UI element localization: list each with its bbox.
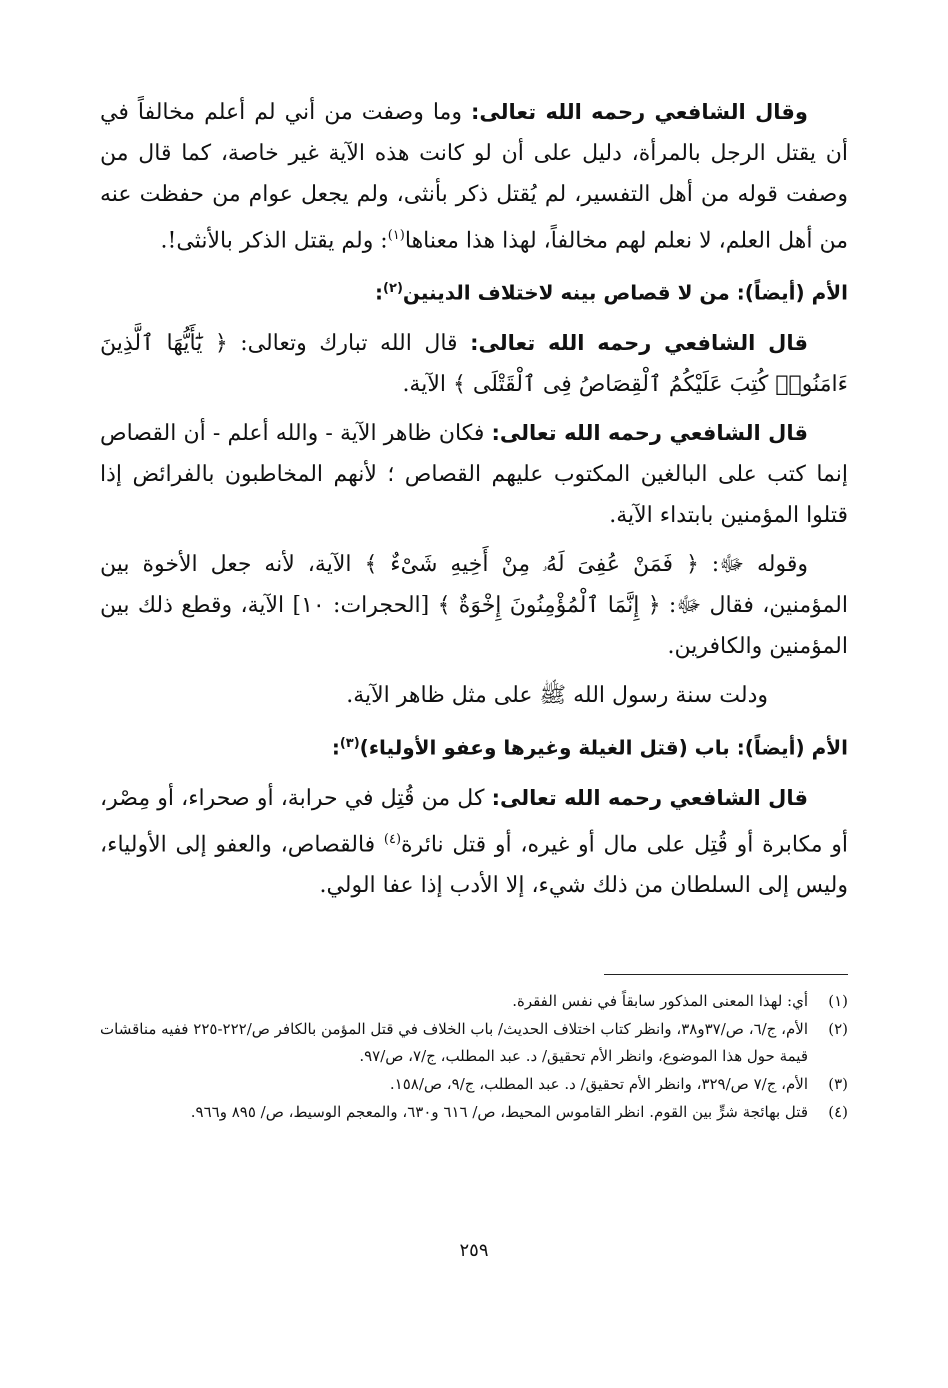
footnote-ref-3[interactable]: (٣) bbox=[339, 735, 360, 751]
footnote-1 bbox=[100, 988, 848, 1015]
footnote-2 bbox=[100, 1016, 848, 1070]
footnote-text: قتل بهائجة شرٍّ بين القوم. انظر القاموس المحيط، ص/ ٦١٦ و٦٣٠، والمعجم الوسيط، ص/ ٨٩٥ و٩٦٦. bbox=[190, 1103, 808, 1121]
paragraph-lead: وقال الشافعي رحمه الله تعالى: bbox=[470, 100, 808, 124]
footnote-text: الأم، ج/٧ ص/٣٢٩، وانظر الأم تحقيق/ د. عبد المطلب، ج/٩، ص/١٥٨. bbox=[389, 1075, 808, 1093]
paragraph-2 bbox=[100, 323, 848, 405]
paragraph-1 bbox=[100, 92, 848, 261]
section-heading-1 bbox=[100, 269, 848, 313]
footnotes bbox=[100, 988, 848, 1127]
footnote-ref-4[interactable]: (٤) bbox=[383, 831, 402, 847]
paragraph-text: ودلت سنة رسول الله ﷺ على مثل ظاهر الآية. bbox=[346, 682, 768, 708]
paragraph-text: قال الله تبارك وتعالى: ﴿ يَٰٓأَيُّهَا ٱلَّذِينَ ءَامَنُوا۟ كُتِبَ عَلَيْكُمُ ٱلْقِصَاصُ فِى ٱلْقَتْلَى ﴾ الآية. bbox=[100, 330, 848, 397]
footnote-4 bbox=[100, 1099, 848, 1126]
footnote-ref-1[interactable]: (١) bbox=[387, 228, 405, 243]
footnote-ref-2[interactable]: (٢) bbox=[383, 281, 403, 297]
heading-text: الأم (أيضاً): من لا قصاص بينه لاختلاف الدينين bbox=[402, 280, 848, 305]
paragraph-text: وقوله ﷻ: ﴿ فَمَنْ عُفِىَ لَهُۥ مِنْ أَخِيهِ شَىْءٌ ﴾ الآية، لأنه جعل الأخوة بين المؤمنين، فقال ﷻ: ﴿ إِنَّمَا ٱلْمُؤْمِنُونَ إِخْوَةٌ ﴾ [الحجرات: ١٠] الآية، وقطع ذلك بين المؤمنين والكافرين. bbox=[100, 551, 849, 659]
main-text bbox=[100, 92, 848, 914]
paragraph-text: وما وصفت من أني لم أعلم مخالفاً في أن يقتل الرجل بالمرأة، دليل على أن لو كانت هذه الآية غير خاصة، كما قال من وصفت قوله من أهل التفسير، لم يُقتل ذكر بأنثى، ولم يجعل عوام من حفظت عنه من أهل العلم، لا نعلم لهم مخالفاً، لهذا هذا معناها bbox=[100, 100, 848, 254]
footnote-number: (٤) bbox=[828, 1103, 848, 1121]
heading-text: الأم (أيضاً): باب (قتل الغيلة وغيرها وعفو الأولياء) bbox=[359, 735, 848, 760]
paragraph-tail: : ولم يقتل الذكر بالأنثى!. bbox=[160, 228, 388, 254]
heading-tail: : bbox=[331, 735, 340, 760]
paragraph-5 bbox=[100, 675, 848, 716]
paragraph-lead: قال الشافعي رحمه الله تعالى: bbox=[491, 420, 808, 445]
paragraph-text: كل من قُتِل في حرابة، أو صحراء، أو مِصْر، أو مكابرة أو قُتِل على مال أو غيره، أو قتل نائرة bbox=[100, 785, 848, 857]
footnote-number: (٢) bbox=[828, 1020, 848, 1038]
paragraph-tail: فالقصاص، والعفو إلى الأولياء، وليس إلى السلطان من ذلك شيء، إلا الأدب إذا عفا الولي. bbox=[100, 831, 848, 898]
footnote-text: الأم، ج/٦، ص/٣٧و٣٨، وانظر كتاب اختلاف الحديث/ باب الخلاف في قتل المؤمن بالكافر ص/٢٢٢-٢٢٥ ففيه مناقشات قيمة حول هذا الموضوع، وانظر الأم تحقيق/ د. عبد المطلب، ج/٧، ص/٩٧. bbox=[100, 1020, 808, 1065]
section-heading-2 bbox=[100, 724, 848, 768]
footnote-text: أي: لهذا المعنى المذكور سابقاً في نفس الفقرة. bbox=[512, 992, 808, 1010]
paragraph-4 bbox=[100, 544, 848, 667]
footnote-separator bbox=[604, 974, 848, 975]
paragraph-lead: قال الشافعي رحمه الله تعالى: bbox=[491, 785, 808, 810]
footnote-3 bbox=[100, 1071, 848, 1098]
paragraph-6 bbox=[100, 778, 848, 906]
paragraph-text: فكان ظاهر الآية - والله أعلم - أن القصاص إنما كتب على البالغين المكتوب عليهم القصاص ؛ لأنهم المخاطبون بالفرائض إذا قتلوا المؤمنين بابتداء الآية. bbox=[100, 420, 848, 528]
heading-tail: : bbox=[375, 280, 384, 305]
paragraph-lead: قال الشافعي رحمه الله تعالى: bbox=[470, 330, 809, 355]
footnote-number: (٣) bbox=[828, 1075, 848, 1093]
paragraph-3 bbox=[100, 413, 848, 536]
footnote-number: (١) bbox=[828, 992, 848, 1010]
page-number: ٢٥٩ bbox=[459, 1240, 489, 1261]
